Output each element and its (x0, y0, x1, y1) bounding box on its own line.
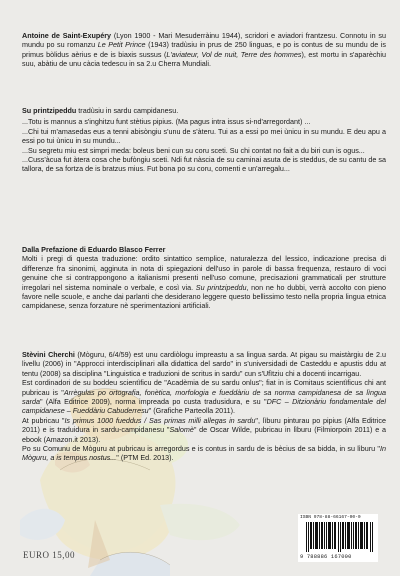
translator-bio: Stèvini Cherchi (Mòguru, 6/4/59) est unu cardiòlogu impreastu a sa lingua sarda. At pigau su maistàrgiu de 2.u livellu (2006) in "Approcci interdisciplinari alla didattica del sardo" in s'universidadi de Casteddu e apustis ddu at tentu (2008) sa disciplina "Linguistica e traduzioni de scritus in sardu" cun s'Ufìtziu chi a docenti incarrigau. (22, 350, 386, 378)
author-bio: Antoine de Saint-Exupéry (Lyon 1900 - Mari Mesuderràinu 1944), scridori e aviadori frantzesu. Connotu in su mundu po su romanzu Le Petit Prince (1943) tradùsiu in prus de 250 linguas, e po is contus de su mundu de is primus bòlidus aèrius e de is biaxis sussus (L'aviateur, Vol de nuit, Terre des hommes), est mortu in s'aparèchiu suu, abàtiu de unu càcia tedescu in sa 2.u Cherra Mundiali. (22, 31, 387, 69)
isbn-label: ISBN 978-88-66167-00-0 (300, 515, 361, 520)
quote: ...Cuss'àcua fut àtera cosa che bufòngiu sceti. Ndi fut nàscia de su caminai asuta de is steddus, de su cantu de sa tallora, de sa fortza de is bratzus mius. Fut bona po su coru, comenti e un'arregalu... (22, 155, 386, 174)
quote: ...Totu is mannus a s'inghitzu funt stètius pipius. (Ma pagus intra issus si-nd'arregordant) ... (22, 117, 311, 127)
translator-paragraph: Est cordinadori de su boddeu scientìficu de "Acadèmia de su sardu onlus"; fiat in is Comitaus scientìficus chi ant pubricau is "Arrègulas po ortografia, fonètica, morfologia e fueddàriu de sa norma campidanesa de sa lìngua sarda" (Alfa Editrice 2009), norma impreada po custa tradusidura, e su "DFC – Ditzionàriu fondamentale del campidanese – Fueddàriu Cabuderresu" (Grafiche Parteolla 2011). (22, 378, 387, 416)
preface-section (22, 245, 386, 311)
translator-bio-section (22, 350, 386, 463)
translator-paragraph: Po su Comunu de Mòguru at pubricau is arregordus e is contus in sardu de is bècius de sa bidda, in su lìburu "In Mòguru, a is tempus nostus..." (PTM Ed. 2013). (22, 444, 386, 463)
works-list: L'aviateur, Vol de nuit, Terre des hommes (166, 49, 302, 59)
quote: ...Su segretu miu est simpri meda: boleus beni cun su coru sceti. Su chi contat no fait a du biri cun is ogus... (22, 145, 365, 155)
author-bio-section (22, 31, 386, 69)
price-label: EURO 15,00 (23, 550, 75, 560)
preface-text: Molti i pregi di questa traduzione: ordito sintattico semplice, naturalezza del lessico, indicazione precisa di differenze fra sinonimi, agginuta in nota di spiegazioni dell'uso in parole di bassa frequenza, restauro di voci genuine che si contrappongono a italianismi presenti nell'uso comune, precisazioni grammaticali per strutture irregolari nel sistema nominale o verbale, e così via. Su printzipeddu, non ne ho dubbi, verrà accolto con pieno favore nelle scuole, e anche dai parlanti che desiderano leggere questo bellissimo testo nella propria lingua etnica campidanese, senza forzature nè sperimentazioni artificiali. (22, 254, 386, 311)
book-title: Le Petit Prince (97, 40, 146, 50)
translator-name: Stèvini Cherchi (22, 350, 75, 359)
author-name: Antoine de Saint-Exupéry (22, 31, 112, 40)
barcode-icon (306, 522, 376, 552)
barcode-number: 9 788886 167000 (300, 554, 352, 560)
translator-paragraph: At pubricau "Is primus 1000 fueddus / Sas primas milli allegas in sardu", lìburu pinturau po pipius (Alfa Editrice 2011) e is traduidura in sardu-campidanesu "Salomè" de Oscar Wilde, pubricau in lìburu (Filmiorpoin 2011) e a ebook (Amazon.it 2013). (22, 415, 386, 444)
translation-title: Su printzipeddu tradùsiu in sardu campidanesu. (22, 106, 179, 115)
quote: ...Chi tui m'amasedas eus a tenni abisòngiu s'unu de s'àteru. Tui as a essi po mei ùnicu in su mundu. E deu apu a essi po tui ùnicu in su mundu... (22, 126, 386, 146)
quotes-section (22, 106, 386, 174)
preface-title: Dalla Prefazione di Eduardo Blasco Ferrer (22, 245, 166, 254)
